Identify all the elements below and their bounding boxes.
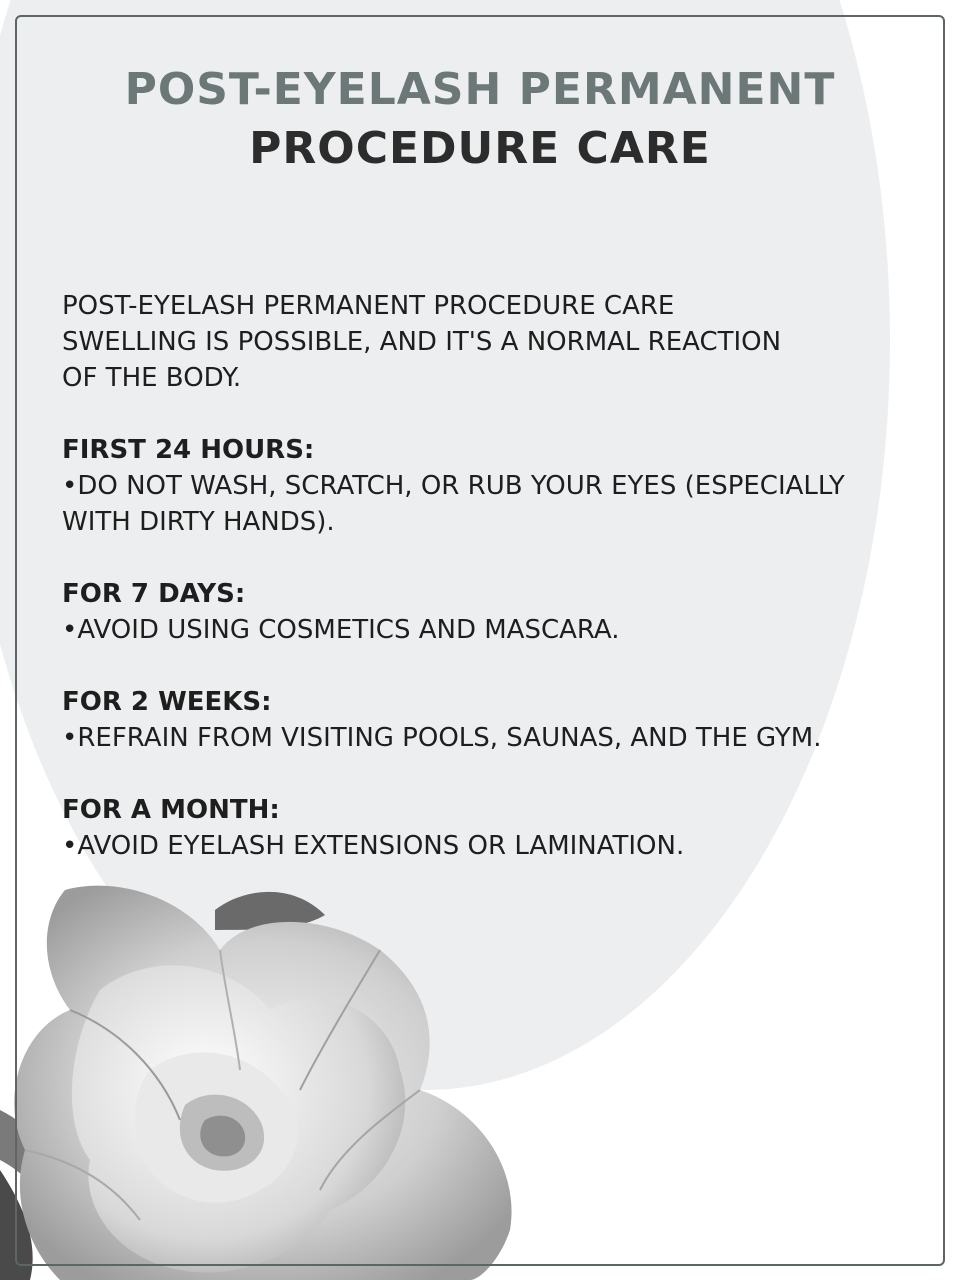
page-title-line-2: PROCEDURE CARE <box>249 123 711 174</box>
section-heading: FIRST 24 HOURS: <box>62 435 315 465</box>
page-title-line-1: POST-EYELASH PERMANENT <box>124 64 836 115</box>
section-item: •REFRAIN FROM VISITING POOLS, SAUNAS, AND THE GYM. <box>62 723 822 753</box>
section-heading: FOR 2 WEEKS: <box>62 687 272 717</box>
section-a-month <box>62 792 912 864</box>
section-first-24-hours <box>62 432 912 540</box>
care-instructions <box>62 288 912 900</box>
section-heading: FOR 7 DAYS: <box>62 579 246 609</box>
section-item: •AVOID EYELASH EXTENSIONS OR LAMINATION. <box>62 831 685 861</box>
section-2-weeks <box>62 684 912 756</box>
section-7-days <box>62 576 912 648</box>
section-item: •AVOID USING COSMETICS AND MASCARA. <box>62 615 620 645</box>
section-heading: FOR A MONTH: <box>62 795 280 825</box>
intro-paragraph: POST-EYELASH PERMANENT PROCEDURE CARE SWELLING IS POSSIBLE, AND IT'S A NORMAL REACTION OF THE BODY. <box>62 291 782 393</box>
section-item: •DO NOT WASH, SCRATCH, OR RUB YOUR EYES (ESPECIALLY WITH DIRTY HANDS). <box>62 471 845 537</box>
